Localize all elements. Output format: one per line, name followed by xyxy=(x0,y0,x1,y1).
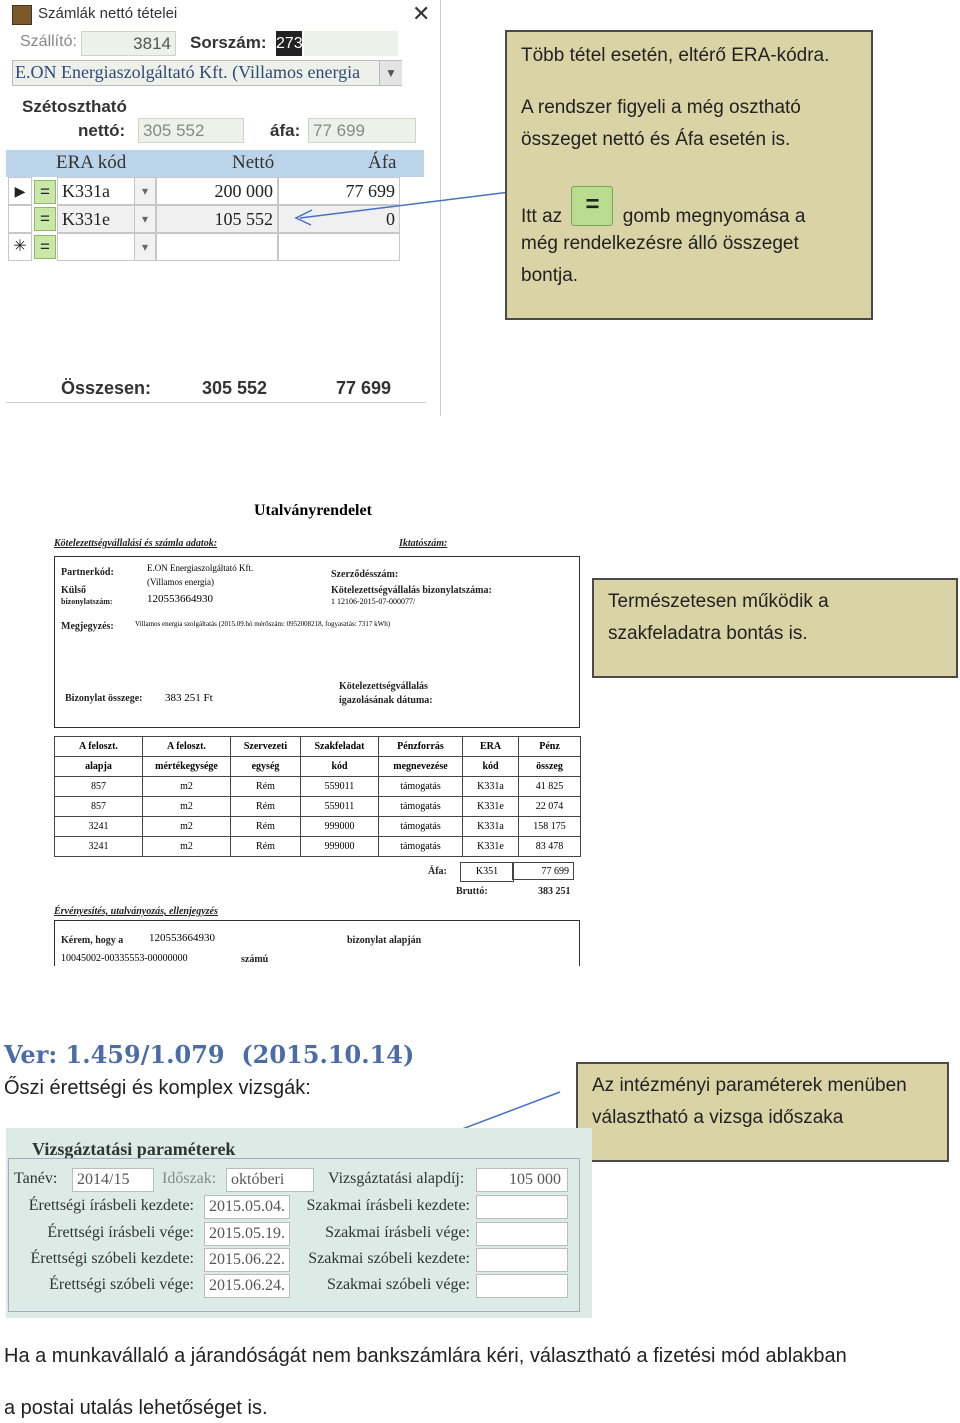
table-header-cell: megnevezése xyxy=(379,757,463,777)
version-title: Ver: 1.459/1.079 (2015.10.14) xyxy=(4,1040,415,1069)
table-cell: 999000 xyxy=(301,817,379,837)
era-code-cell[interactable]: K331a xyxy=(57,177,135,205)
callout-note xyxy=(505,30,873,320)
table-header-cell: A feloszt. xyxy=(55,737,143,757)
row-selector[interactable]: ▶ xyxy=(8,177,32,205)
section-label: Érvényesítés, utalványozás, ellenjegyzés xyxy=(54,906,218,917)
equals-button[interactable]: = xyxy=(34,180,56,204)
era-code-cell[interactable]: K331e xyxy=(57,205,135,233)
afa-row xyxy=(424,862,584,882)
note-text: gomb megnyomása a xyxy=(622,206,806,227)
allocation-table xyxy=(54,736,581,857)
window-title: Számlák nettó tételei xyxy=(38,5,178,22)
vat-field: 77 699 xyxy=(308,118,416,143)
commit-label: Kötelezettségvállalás bizonylatszáma: xyxy=(331,585,492,596)
table-cell: Rém xyxy=(231,817,301,837)
net-field: 305 552 xyxy=(138,118,244,143)
table-row xyxy=(55,797,581,817)
year-label: Tanév: xyxy=(14,1170,58,1187)
table-header-cell: Szervezeti xyxy=(231,737,301,757)
chevron-down-icon[interactable]: ▾ xyxy=(134,233,156,261)
split-title: Szétosztható xyxy=(22,97,127,116)
oral-start-label: Érettségi szóbeli kezdete: xyxy=(30,1250,194,1267)
table-cell: 857 xyxy=(55,797,143,817)
net-cell[interactable]: 200 000 xyxy=(156,177,278,205)
total-value: 383 251 Ft xyxy=(165,692,213,704)
table-cell: 999000 xyxy=(301,837,379,857)
base-fee-field[interactable]: 105 000 xyxy=(476,1168,568,1192)
table-cell: K331e xyxy=(463,797,519,817)
note-line: Több tétel esetén, eltérő ERA-kódra. xyxy=(521,45,830,66)
vocational-oral-end-label: Szakmai szóbeli vége: xyxy=(326,1276,470,1293)
col-net: Nettó xyxy=(232,152,275,173)
new-row-icon[interactable]: ✳ xyxy=(8,233,32,261)
iktatoszam-label: Iktatószám: xyxy=(399,538,448,549)
request-box xyxy=(54,920,580,966)
table-cell: 41 825 xyxy=(519,777,581,797)
oral-start-field[interactable]: 2015.06.22. xyxy=(204,1248,290,1272)
base-fee-label: Vizsgáztatási alapdíj: xyxy=(328,1170,465,1187)
note-line: szakfeladatra bontás is. xyxy=(608,623,808,644)
table-header-cell: A feloszt. xyxy=(143,737,231,757)
table-cell: 559011 xyxy=(301,777,379,797)
written-start-field[interactable]: 2015.05.04. xyxy=(204,1195,290,1219)
afa-label: Áfa: xyxy=(428,866,447,877)
written-start-label: Érettségi írásbeli kezdete: xyxy=(28,1197,194,1214)
table-header-cell: kód xyxy=(301,757,379,777)
vat-cell[interactable]: 77 699 xyxy=(278,177,400,205)
footer-line: Ha a munkavállaló a járandóságát nem bankszámlára kéri, választható a fizetési mód ablakban xyxy=(4,1345,847,1367)
note-line: még rendelkezésre álló összeget xyxy=(521,233,799,254)
chevron-down-icon[interactable]: ▼ xyxy=(379,61,402,85)
table-header-cell: mértékegysége xyxy=(143,757,231,777)
kulso-value: 120553664930 xyxy=(147,593,213,605)
total-label: Összesen: xyxy=(61,378,152,398)
written-end-label: Érettségi írásbeli vége: xyxy=(47,1224,194,1241)
commit-value: 1 12106-2015-07-000077/ xyxy=(331,597,416,606)
table-header-row xyxy=(55,737,581,757)
table-cell: m2 xyxy=(143,797,231,817)
remark-value: Villamos energia szolgáltatás (2015.09.hó mérőszám: 0952008218, fogyasztás: 7317 kWh) xyxy=(135,620,391,628)
account-suffix: számú xyxy=(241,954,269,965)
supplier-label: Szállító: xyxy=(20,33,77,50)
vocational-oral-start-label: Szakmai szóbeli kezdete: xyxy=(308,1250,470,1267)
table-cell: 83 478 xyxy=(519,837,581,857)
net-cell[interactable]: 105 552 xyxy=(156,205,278,233)
panel-title: Vizsgáztatási paraméterek xyxy=(32,1139,236,1159)
table-cell: Rém xyxy=(231,777,301,797)
table-cell: 3241 xyxy=(55,837,143,857)
vocational-oral-end-field[interactable] xyxy=(476,1274,568,1298)
afa-code: K351 xyxy=(460,862,514,882)
supplier-field[interactable]: 3814 xyxy=(81,31,176,56)
kulso-label: Külső xyxy=(61,585,87,596)
request-mid: bizonylat alapján xyxy=(347,935,422,946)
close-icon[interactable]: ✕ xyxy=(412,1,431,26)
vocational-written-start-field[interactable] xyxy=(476,1195,568,1219)
table-cell: Rém xyxy=(231,797,301,817)
period-select[interactable]: októberi xyxy=(226,1168,314,1192)
equals-button-icon: = xyxy=(571,186,613,226)
chevron-down-icon[interactable]: ▾ xyxy=(134,177,156,205)
table-header-cell: Szakfeladat xyxy=(301,737,379,757)
vocational-written-end-field[interactable] xyxy=(476,1222,568,1246)
table-header-cell: kód xyxy=(463,757,519,777)
written-end-field[interactable]: 2015.05.19. xyxy=(204,1222,290,1246)
note-line: összeget nettó és Áfa esetén is. xyxy=(521,129,791,150)
total-net: 305 552 xyxy=(202,378,268,398)
equals-button[interactable]: = xyxy=(34,207,56,231)
date-label: Kötelezettségvállalás xyxy=(339,681,428,692)
table-cell: K331a xyxy=(463,817,519,837)
table-cell: K331e xyxy=(463,837,519,857)
callout-note xyxy=(576,1062,949,1162)
year-field[interactable]: 2014/15 xyxy=(72,1168,154,1192)
request-value: 120553664930 xyxy=(149,932,215,944)
footer-line: a postai utalás lehetőséget is. xyxy=(4,1397,268,1419)
account-number: 10045002-00335553-00000000 xyxy=(61,953,188,964)
table-header-cell: összeg xyxy=(519,757,581,777)
oral-end-label: Érettségi szóbeli vége: xyxy=(49,1276,194,1293)
table-cell: támogatás xyxy=(379,817,463,837)
invoice-box xyxy=(54,556,580,728)
table-header-cell: ERA xyxy=(463,737,519,757)
section-label: Kötelezettségvállalási és számla adatok: xyxy=(54,538,218,549)
col-era: ERA kód xyxy=(56,152,127,173)
note-text: Itt az xyxy=(521,206,563,227)
table-row xyxy=(55,817,581,837)
net-label: nettó: xyxy=(78,121,126,140)
total-label: Bizonylat összege: xyxy=(65,693,143,704)
vocational-oral-start-field[interactable] xyxy=(476,1248,568,1272)
table-cell: m2 xyxy=(143,777,231,797)
vocational-written-start-label: Szakmai írásbeli kezdete: xyxy=(306,1197,470,1214)
table-cell: m2 xyxy=(143,837,231,857)
partner-sub: (Villamos energia) xyxy=(147,577,215,587)
document-title: Utalványrendelet xyxy=(254,502,372,519)
vat-label: áfa: xyxy=(270,121,301,140)
note-line: A rendszer figyeli a még osztható xyxy=(521,97,801,118)
vocational-written-end-label: Szakmai írásbeli vége: xyxy=(325,1224,470,1241)
table-cell: 158 175 xyxy=(519,817,581,837)
partner-name: E.ON Energiaszolgáltató Kft. xyxy=(147,563,254,573)
oral-end-field[interactable]: 2015.06.24. xyxy=(204,1274,290,1298)
table-cell: 857 xyxy=(55,777,143,797)
date-label: igazolásának dátuma: xyxy=(339,695,433,706)
request-label: Kérem, hogy a xyxy=(61,935,124,946)
payment-order-document xyxy=(54,500,584,965)
table-cell: 22 074 xyxy=(519,797,581,817)
note-line: Az intézményi paraméterek menüben xyxy=(592,1075,907,1096)
brutto-label: Bruttó: xyxy=(456,886,488,897)
exam-params-panel xyxy=(6,1128,592,1318)
kulso-sub: bizonylatszám: xyxy=(61,597,113,606)
note-line: választható a vizsga időszaka xyxy=(592,1107,844,1128)
partner-label: Partnerkód: xyxy=(61,567,114,578)
callout-note xyxy=(592,578,958,678)
table-row xyxy=(55,777,581,797)
table-cell: 3241 xyxy=(55,817,143,837)
table-header-cell: egység xyxy=(231,757,301,777)
table-cell: támogatás xyxy=(379,777,463,797)
note-line xyxy=(521,191,857,236)
table-cell: 559011 xyxy=(301,797,379,817)
serial-field[interactable]: 273 xyxy=(276,31,302,56)
remark-label: Megjegyzés: xyxy=(61,621,114,632)
brutto-value: 383 251 xyxy=(538,886,571,897)
table-cell: m2 xyxy=(143,817,231,837)
equals-button[interactable]: = xyxy=(34,235,56,259)
table-cell: támogatás xyxy=(379,797,463,817)
table-header-row xyxy=(55,757,581,777)
table-cell: K331a xyxy=(463,777,519,797)
total-vat: 77 699 xyxy=(336,378,392,398)
note-line: bontja. xyxy=(521,265,579,286)
vat-cell[interactable]: 0 xyxy=(278,205,400,233)
period-label: Időszak: xyxy=(162,1170,217,1187)
contract-label: Szerződésszám: xyxy=(331,569,399,580)
table-header-cell: Pénzforrás xyxy=(379,737,463,757)
afa-value: 77 699 xyxy=(512,862,574,880)
table-row xyxy=(55,837,581,857)
table-cell: Rém xyxy=(231,837,301,857)
note-line: Természetesen működik a xyxy=(608,591,829,612)
serial-label: Sorszám: xyxy=(190,33,267,52)
table-cell: támogatás xyxy=(379,837,463,857)
chevron-down-icon[interactable]: ▾ xyxy=(134,205,156,233)
table-header-cell: alapja xyxy=(55,757,143,777)
table-header-cell: Pénz xyxy=(519,737,581,757)
version-subtitle: Őszi érettségi és komplex vizsgák: xyxy=(4,1077,311,1099)
company-name: E.ON Energiaszolgáltató Kft. (Villamos energia xyxy=(15,62,361,82)
col-vat: Áfa xyxy=(368,152,397,173)
